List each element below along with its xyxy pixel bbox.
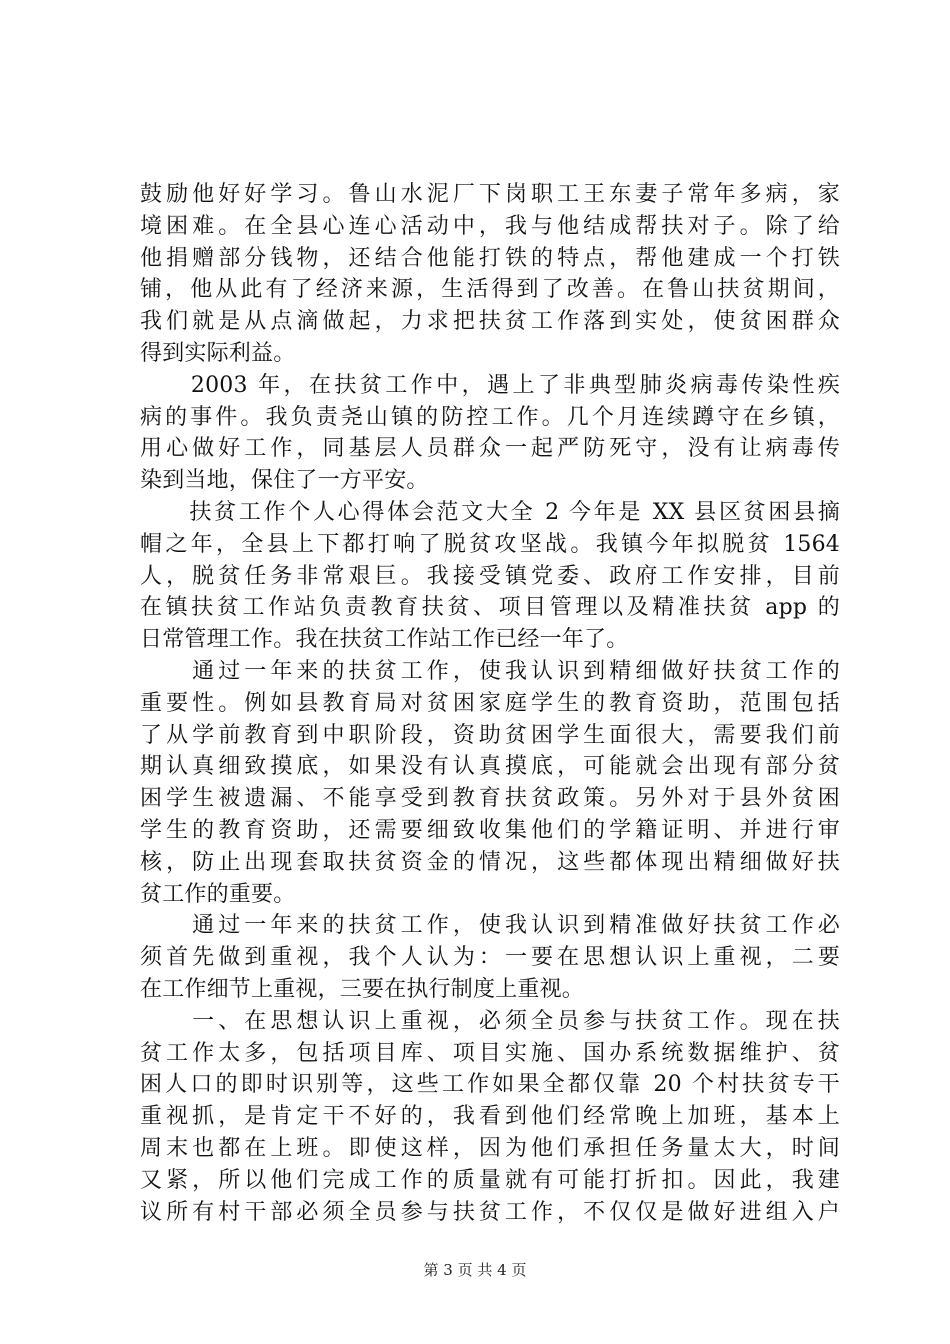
text-line: 困学生被遗漏、不能享受到教育扶贫政策。另外对于县外贫困: [140, 786, 840, 812]
text-line: 周末也都在上班。即使这样，因为他们承担任务量太大，时间: [140, 1135, 840, 1161]
text-line: 通过一年来的扶贫工作，使我认识到精细做好扶贫工作的: [140, 658, 840, 684]
text-line: 贫工作太多，包括项目库、项目实施、国办系统数据维护、贫: [140, 1040, 840, 1066]
text-line: 日常管理工作。我在扶贫工作站工作已经一年了。: [140, 627, 629, 653]
text-line: 核，防止出现套取扶贫资金的情况，这些都体现出精细做好扶: [140, 849, 840, 875]
text-line: 须首先做到重视，我个人认为：一要在思想认识上重视，二要: [140, 945, 840, 971]
text-line: 困人口的即时识别等，这些工作如果全都仅靠 20 个村扶贫专干: [140, 1072, 840, 1098]
text-line: 了从学前教育到中职阶段，资助贫困学生面很大，需要我们前: [140, 722, 840, 748]
text-line: 我们就是从点滴做起，力求把扶贫工作落到实处，使贫困群众: [140, 309, 840, 335]
text-line: 用心做好工作，同基层人员群众一起严防死守，没有让病毒传: [140, 436, 840, 462]
text-line: 期认真细致摸底，如果没有认真摸底，可能就会出现有部分贫: [140, 754, 840, 780]
text-line: 得到实际利益。: [140, 340, 296, 366]
text-line: 议所有村干部必须全员参与扶贫工作，不仅仅是做好进组入户: [140, 1199, 840, 1225]
text-line: 他捐赠部分钱物，还结合他能打铁的特点，帮他建成一个打铁: [140, 245, 840, 271]
text-line: 染到当地，保住了一方平安。: [140, 468, 429, 494]
text-line: 重要性。例如县教育局对贫困家庭学生的教育资助，范围包括: [140, 690, 840, 716]
text-line: 通过一年来的扶贫工作，使我认识到精准做好扶贫工作必: [140, 913, 840, 939]
text-line: 病的事件。我负责尧山镇的防控工作。几个月连续蹲守在乡镇，: [140, 404, 840, 430]
text-line: 人，脱贫任务非常艰巨。我接受镇党委、政府工作安排，目前: [140, 563, 840, 589]
text-line: 境困难。在全县心连心活动中，我与他结成帮扶对子。除了给: [140, 213, 840, 239]
text-line: 在工作细节上重视，三要在执行制度上重视。: [140, 976, 585, 1002]
text-line: 在镇扶贫工作站负责教育扶贫、项目管理以及精准扶贫 app 的: [140, 595, 840, 621]
text-line: 扶贫工作个人心得体会范文大全 2 今年是 XX 县区贫困县摘: [140, 499, 840, 525]
text-line: 2003 年，在扶贫工作中，遇上了非典型肺炎病毒传染性疾: [140, 372, 840, 398]
text-line: 贫工作的重要。: [140, 881, 296, 907]
text-line: 学生的教育资助，还需要细致收集他们的学籍证明、并进行审: [140, 817, 840, 843]
page-footer: 第 3 页 共 4 页: [423, 1261, 527, 1279]
text-line: 一、在思想认识上重视，必须全员参与扶贫工作。现在扶: [140, 1008, 840, 1034]
text-line: 鼓励他好好学习。鲁山水泥厂下岗职工王东妻子常年多病，家: [140, 182, 840, 207]
document-body: [140, 179, 840, 1228]
text-line: 帽之年，全县上下都打响了脱贫攻坚战。我镇今年拟脱贫 1564: [140, 531, 840, 557]
text-line: 铺，他从此有了经济来源，生活得到了改善。在鲁山扶贫期间，: [140, 277, 840, 303]
text-line: 重视抓，是肯定干不好的，我看到他们经常晚上加班，基本上: [140, 1104, 840, 1130]
text-line: 又紧，所以他们完成工作的质量就有可能打折扣。因此，我建: [140, 1167, 840, 1193]
